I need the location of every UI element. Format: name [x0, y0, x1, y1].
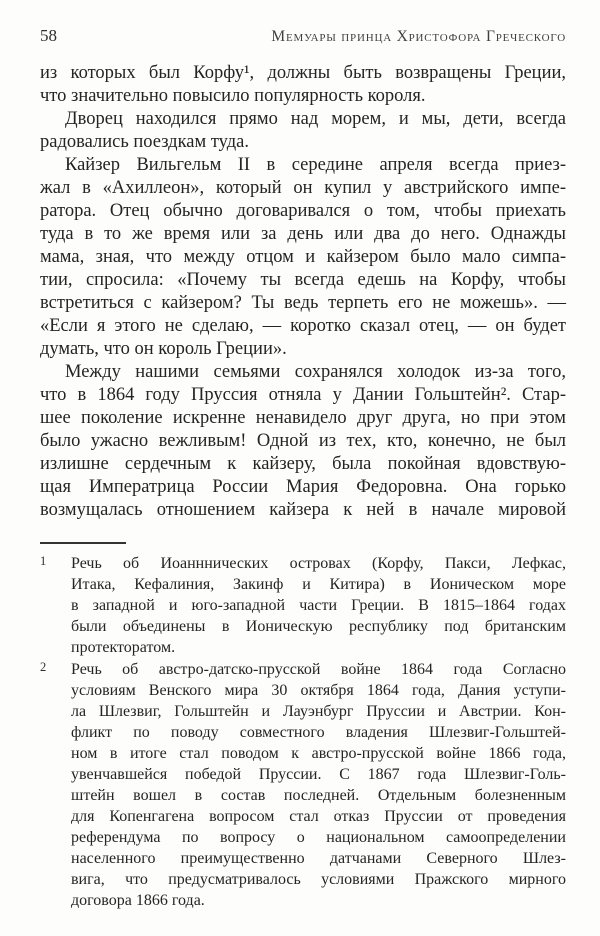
text-line: Между нашими семьями сохранялся холодок из-за того, — [65, 362, 566, 382]
footnote-marker: 2 — [40, 660, 47, 674]
page-number: 58 — [40, 26, 57, 45]
footnote-line: протекторатом. — [71, 639, 176, 656]
footnote — [40, 659, 566, 911]
text-line: ратора. Отец обычно договаривался о том, чтобы приехать — [40, 201, 566, 221]
text-line: что значительно повысило популярность короля. — [40, 86, 426, 106]
text-line: что в 1864 году Пруссия отняла у Дании Гольштейн². Стар- — [40, 385, 566, 405]
text-line: Дворец находился прямо над морем, и мы, дети, всегда — [65, 109, 566, 129]
paragraph — [40, 62, 566, 108]
paragraph — [40, 154, 566, 361]
footnotes-section — [40, 542, 566, 912]
footnote-text — [71, 553, 566, 658]
footnote-line: населенного преимущественно датчанами Северного Шлез- — [71, 850, 566, 867]
footnote-line: были объединены в Ионическую республику под британским — [71, 618, 566, 635]
footnote-line: в западной и юго-западной части Греции. В 1815–1864 годах — [71, 597, 566, 614]
text-line: Кайзер Вильгельм II в середине апреля всегда приез- — [65, 155, 566, 175]
footnote-line: договора 1866 года. — [71, 892, 205, 909]
footnote-line: увенчавшейся победой Пруссии. С 1867 года Шлезвиг-Голь- — [71, 766, 566, 783]
footnote-line: штейн вошел в состав последней. Отдельным болезненным — [71, 787, 566, 804]
paragraph — [40, 108, 566, 154]
footnote-line: Итака, Кефалиния, Закинф и Китира) в Ионическом море — [71, 576, 566, 593]
footnote-line: Речь об австро-датско-прусской войне 1864 года Согласно — [71, 661, 566, 678]
text-line: думать, что он король Греции». — [40, 339, 287, 359]
text-line: тии, спросила: «Почему ты всегда едешь на Корфу, чтобы — [40, 270, 566, 290]
footnote-text — [71, 659, 566, 911]
text-line: туда в то же время или за день или два до него. Однажды — [40, 224, 566, 244]
footnote-line: для Копенгагена вопросом стал отказ Пруссии от проведения — [71, 808, 566, 825]
footnote-line: Речь об Иоанннических островах (Корфу, Пакси, Лефкас, — [71, 555, 566, 572]
text-line: из которых был Корфу¹, должны быть возвращены Греции, — [40, 63, 566, 83]
text-line: возмущалась отношением кайзера к ней в начале мировой — [40, 500, 566, 520]
footnote-line: ном в итоге стал поводом к австро-прусской войне 1866 года, — [71, 745, 566, 762]
text-line: шее поколение искренне ненавидело друг друга, но при этом — [40, 408, 566, 428]
footnote-list — [40, 553, 566, 911]
footnote-separator — [40, 542, 126, 544]
text-line: встретиться с кайзером? Ты ведь терпеть его не можешь». — — [40, 293, 566, 313]
footnote-line: условиям Венского мира 30 октября 1864 года, Дания уступи- — [71, 682, 566, 699]
text-line: жал в «Ахиллеон», который он купил у австрийского импе- — [40, 178, 566, 198]
footnote-line: ла Шлезвиг, Гольштейн и Лауэнбург Пруссии и Австрии. Кон- — [71, 703, 566, 720]
text-line: было ужасно вежливым! Одной из тех, кто, конечно, не был — [40, 431, 566, 451]
footnote-line: фликт по поводу совместного владения Шлезвиг-Гольштей- — [71, 724, 566, 741]
footnote-line: вига, что предусматривалось условиями Пражского мирного — [71, 871, 566, 888]
footnote-marker: 1 — [40, 554, 47, 568]
footnote-line: референдума по вопросу о национальном самоопределении — [71, 829, 566, 846]
paragraph — [40, 361, 566, 522]
footnote — [40, 553, 566, 658]
text-line: излишне сердечным к кайзеру, была покойная вдовствую- — [40, 454, 566, 474]
running-title: Мемуары принца Христофора Греческого — [271, 28, 566, 45]
text-line: радовались поездкам туда. — [40, 132, 250, 152]
body-text — [40, 62, 566, 522]
text-line: «Если я этого не сделаю, — коротко сказал отец, — он будет — [40, 316, 566, 336]
text-line: мама, зная, что между отцом и кайзером было мало симпа- — [40, 247, 566, 267]
text-line: щая Императрица России Мария Федоровна. Она горько — [40, 477, 566, 497]
page-header — [40, 26, 566, 46]
